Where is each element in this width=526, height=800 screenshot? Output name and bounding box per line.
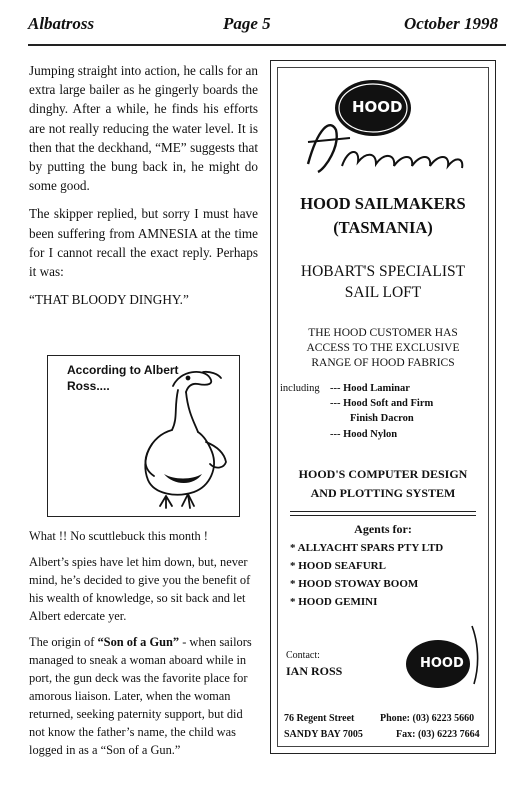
- contact-label: Contact:: [286, 650, 320, 661]
- story-column: [29, 61, 258, 318]
- suburb-address: SANDY BAY 7005: [284, 729, 363, 740]
- customer-line2: ACCESS TO THE EXCLUSIVE: [306, 342, 460, 354]
- cartoon-caption: According to Albert Ross....: [67, 363, 179, 393]
- divider-1: [290, 511, 476, 512]
- story-quote: “THAT BLOODY DINGHY.”: [29, 292, 189, 308]
- agent-4: * HOOD GEMINI: [290, 596, 378, 608]
- page-header: [28, 14, 498, 40]
- son-of-a-gun-body: - when sailors managed to sneak a woman aboard while in port, the gun deck was the favorite place for amorous liaison. Later, when the woman returned, seeking paternity support, but did not know the father’s name, the child was logged in as a “Son of a Gun.”: [29, 635, 252, 757]
- specialist-line1: HOBART'S SPECIALIST: [300, 263, 466, 280]
- albert-paragraph: Albert’s spies have let him down, but, never mind, he’s decided to give you the benefit of his wealth of knowledge, so sit back and let Albert edercate yer.: [29, 555, 251, 623]
- albert-ross-cartoon: [47, 355, 240, 517]
- fabric-1: --- Hood Laminar: [330, 383, 410, 394]
- column-two: [29, 527, 258, 767]
- hood-logo: [278, 68, 488, 180]
- customer-line1: THE HOOD CUSTOMER HAS: [308, 327, 458, 339]
- newsletter-title: Albatross: [28, 14, 95, 33]
- page-number: Page 5: [223, 14, 271, 33]
- agents-title: Agents for:: [354, 522, 412, 536]
- header-rule: [28, 44, 506, 46]
- divider-2: [290, 515, 476, 516]
- story-paragraph-2: The skipper replied, but sorry I must have been suffering from AMNESIA at the time for I cannot recall the exact reply. Perhaps it was:: [29, 206, 258, 280]
- system-line1: HOOD'S COMPUTER DESIGN: [298, 467, 468, 481]
- son-of-a-gun-intro: The origin of: [29, 635, 98, 649]
- including-label: including: [280, 383, 320, 394]
- story-paragraph-1: Jumping straight into action, he calls for an extra large bailer as he gingerly boards the dinghy. After a while, he finds his efforts are not really reducing the water level. It is then that the deckhand, “ME” suggests that by putting the bung back in, he might do some good.: [29, 63, 258, 194]
- issue-date: October 1998: [404, 14, 498, 33]
- son-of-a-gun-term: “Son of a Gun”: [97, 635, 180, 649]
- agent-1: * ALLYACHT SPARS PTY LTD: [290, 542, 444, 554]
- hood-small-logo-text: HOOD: [420, 656, 464, 671]
- contact-name: IAN ROSS: [286, 664, 343, 678]
- advert-inner-frame: [277, 67, 489, 747]
- company-region: (TASMANIA): [333, 218, 433, 237]
- agent-2: * HOOD SEAFURL: [290, 560, 386, 572]
- hood-logo-text: HOOD: [352, 98, 403, 116]
- fabric-2: --- Hood Soft and Firm: [330, 398, 434, 409]
- street-address: 76 Regent Street: [284, 713, 355, 724]
- customer-line3: RANGE OF HOOD FABRICS: [311, 357, 455, 369]
- scuttlebuck-line: What !! No scuttlebuck this month !: [29, 529, 208, 543]
- fabric-2b: Finish Dacron: [350, 413, 414, 424]
- hood-sailmakers-advert: [270, 60, 496, 754]
- fabric-3: --- Hood Nylon: [330, 429, 398, 440]
- fax-number: Fax: (03) 6223 7664: [396, 729, 480, 740]
- specialist-line2: SAIL LOFT: [344, 284, 422, 301]
- son-of-a-gun-paragraph: [29, 633, 258, 759]
- system-line2: AND PLOTTING SYSTEM: [310, 486, 456, 500]
- phone-number: Phone: (03) 6223 5660: [380, 713, 475, 724]
- company-name: HOOD SAILMAKERS: [300, 194, 466, 213]
- agent-3: * HOOD STOWAY BOOM: [290, 578, 419, 590]
